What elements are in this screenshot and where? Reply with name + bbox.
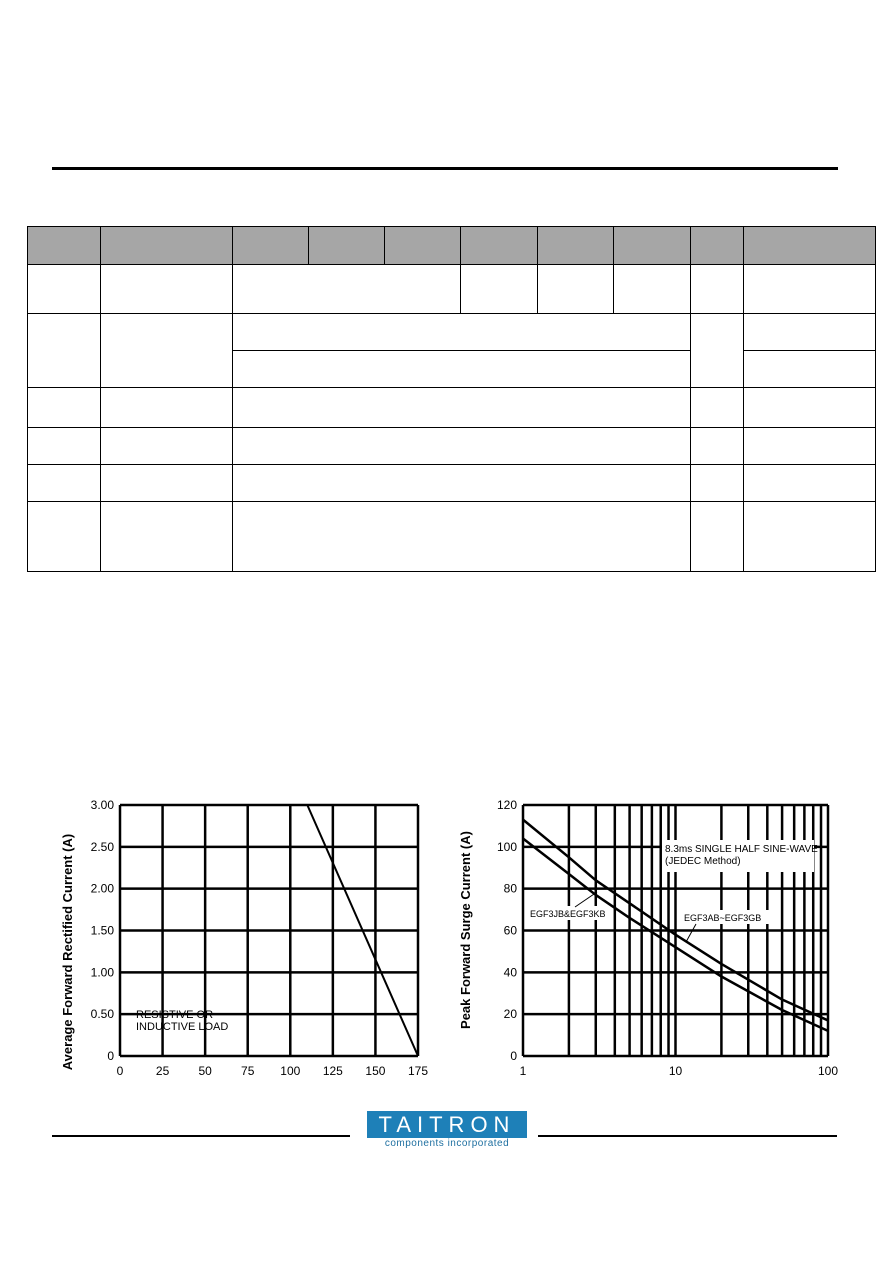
chart1-x-tick-label: 75	[241, 1064, 255, 1078]
table-col-line	[613, 226, 614, 314]
chart1-y-tick-label: 1.00	[90, 965, 114, 980]
table-row-line	[27, 313, 876, 314]
table-col-line	[100, 226, 101, 572]
table-col-line	[743, 226, 744, 572]
chart2-y-tick-label: 20	[503, 1007, 517, 1022]
footer-rule-left	[52, 1135, 350, 1137]
footer-rule-right	[538, 1135, 837, 1137]
table-row-line	[27, 427, 876, 428]
chart1-y-tick-label: 0.50	[90, 1007, 114, 1022]
table-col-line	[537, 226, 538, 314]
table-row-line	[27, 501, 876, 502]
table-border-bottom	[27, 571, 876, 572]
taitron-tagline: components incorporated	[384, 1138, 510, 1149]
derating-chart	[40, 770, 450, 1090]
chart2-x-tick-label: 10	[668, 1064, 683, 1078]
table-border-right	[875, 226, 876, 572]
chart1-y-tick-label: 1.50	[90, 923, 114, 938]
table-row-line	[27, 387, 876, 388]
chart2-y-tick-label: 0	[510, 1049, 517, 1063]
table-row-line	[27, 464, 876, 465]
chart1-x-tick-labels	[117, 1064, 429, 1078]
table-col-line	[690, 226, 691, 572]
chart2-series-label-ab-gb: EGF3AB~EGF3GB	[684, 913, 762, 923]
chart1-y-tick-label: 3.00	[90, 798, 114, 812]
chart1-x-tick-label: 50	[198, 1064, 212, 1078]
chart2-annotation-line2: (JEDEC Method)	[665, 856, 741, 867]
chart2-y-tick-label: 60	[503, 923, 517, 938]
table-header-row	[27, 227, 876, 264]
table-row-line	[232, 350, 690, 351]
table-row-line	[27, 264, 876, 265]
chart2-x-tick-label: 1	[519, 1064, 527, 1078]
chart1-y-tick-label: 0	[107, 1049, 114, 1063]
table-col-line	[232, 226, 233, 572]
spec-table	[0, 0, 892, 600]
table-col-line	[308, 226, 309, 264]
table-border-left	[27, 226, 28, 572]
chart2-x-tick-labels	[520, 1064, 839, 1078]
chart2-series-label-jb-kb: EGF3JB&EGF3KB	[530, 909, 606, 919]
chart1-x-tick-label: 100	[280, 1064, 301, 1078]
chart1-y-tick-labels	[91, 798, 115, 1063]
taitron-logo: TAITRON	[367, 1111, 527, 1138]
chart2-y-axis-label: Peak Forward Surge Current (A)	[458, 831, 473, 1029]
surge-chart	[450, 770, 850, 1090]
chart1-x-tick-label: 125	[322, 1064, 343, 1078]
chart1-y-tick-label: 2.50	[90, 839, 114, 854]
table-row-line	[743, 350, 876, 351]
table-border-top	[27, 226, 876, 227]
chart1-annotation-line2: INDUCTIVE LOAD	[136, 1021, 229, 1033]
chart1-annotation-line1: RESISTIVE OR	[136, 1009, 214, 1021]
table-col-line	[384, 226, 385, 264]
chart1-x-tick-label: 150	[365, 1064, 386, 1078]
chart2-y-tick-label: 120	[496, 798, 517, 812]
chart2-y-tick-label: 80	[503, 881, 517, 896]
chart2-x-tick-label: 100	[817, 1064, 839, 1078]
chart1-y-axis-label: Average Forward Rectified Current (A)	[60, 833, 75, 1071]
chart2-y-tick-label: 100	[496, 839, 517, 854]
chart2-annotation-line1: 8.3ms SINGLE HALF SINE-WAVE	[665, 844, 818, 855]
chart2-y-tick-labels	[497, 798, 517, 1063]
table-col-line	[460, 226, 461, 314]
chart1-x-tick-label: 0	[116, 1064, 124, 1078]
chart1-x-tick-label: 25	[155, 1064, 170, 1078]
chart2-y-tick-label: 40	[503, 965, 517, 980]
chart1-y-tick-label: 2.00	[90, 881, 114, 896]
chart1-x-tick-label: 175	[407, 1064, 429, 1078]
